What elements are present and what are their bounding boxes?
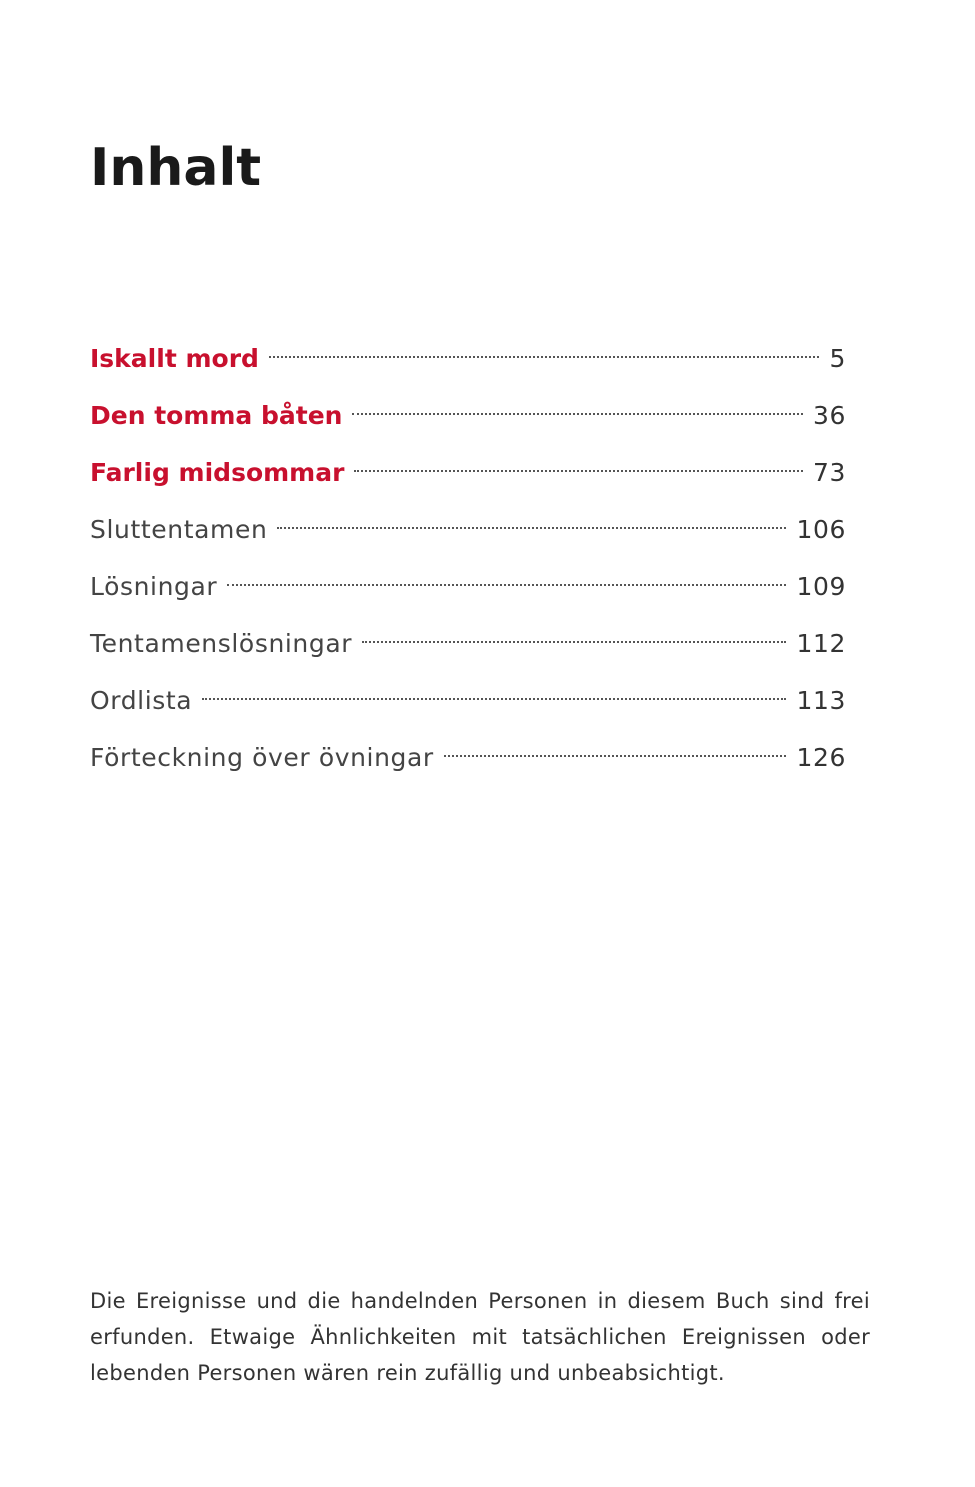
toc-entry[interactable] [90,732,846,789]
toc-entry[interactable] [90,561,846,618]
toc-entry-title: Sluttentamen [90,515,268,544]
toc-entry-page: 36 [812,401,846,430]
toc-dot-leader [352,390,803,424]
disclaimer-text: Die Ereignisse und die handelnden Personen in diesem Buch sind frei erfunden. Etwaige Ähnlichkeiten mit tatsächlichen Ereignissen oder lebenden Personen wären rein zufällig und unbeabsichtigt. [90,1289,870,1385]
toc-entry-page: 106 [796,515,846,544]
toc-entry[interactable] [90,675,846,732]
toc-dot-leader [354,447,803,481]
toc-entry-page: 126 [796,743,846,772]
toc-dot-leader [277,504,786,538]
toc-entry-title: Den tomma båten [90,401,343,430]
toc-entry-page: 109 [796,572,846,601]
toc-entry-title: Tentamenslösningar [90,629,353,658]
toc-entry-page: 73 [812,458,846,487]
toc-entry[interactable] [90,447,846,504]
toc-entry-page: 112 [796,629,846,658]
toc-entry[interactable] [90,618,846,675]
toc-entry-title: Ordlista [90,686,193,715]
page-title: Inhalt [90,138,262,198]
toc-entry[interactable] [90,504,846,561]
toc-entry-page: 5 [829,344,846,373]
toc-entry[interactable] [90,333,846,390]
toc-dot-leader [269,333,820,367]
toc-dot-leader [444,732,787,766]
toc-entry-title: Lösningar [90,572,218,601]
toc-entry-title: Iskallt mord [90,344,259,373]
toc-entry[interactable] [90,390,846,447]
toc-entry-title: Farlig midsommar [90,458,345,487]
toc-entry-title: Förteckning över övningar [90,743,434,772]
toc-dot-leader [202,675,786,709]
toc-dot-leader [362,618,786,652]
table-of-contents [90,333,846,789]
toc-dot-leader [227,561,786,595]
toc-entry-page: 113 [796,686,846,715]
